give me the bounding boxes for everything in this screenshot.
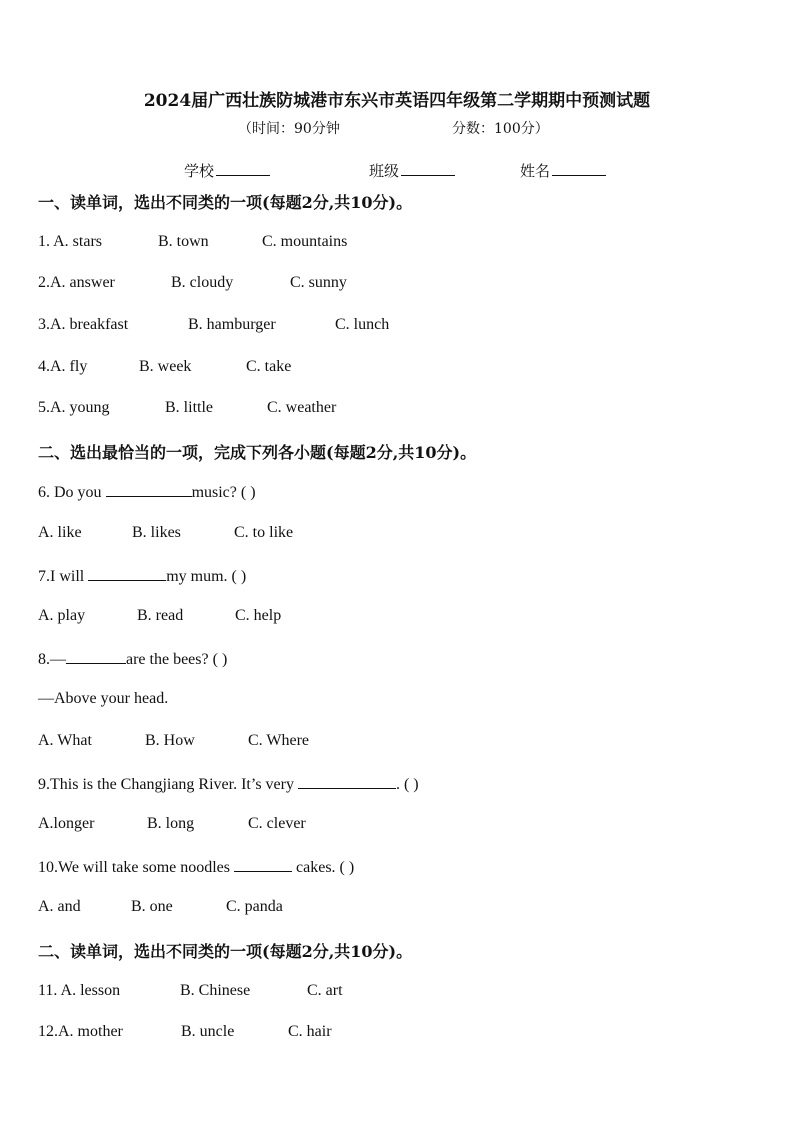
q4-option-c[interactable]: C. take <box>246 358 292 375</box>
q5-option-b[interactable]: B. little <box>165 399 213 416</box>
q2-option-a[interactable]: 2.A. answer <box>38 274 115 291</box>
q1-option-b[interactable]: B. town <box>158 233 209 250</box>
q4-option-b[interactable]: B. week <box>139 358 192 375</box>
name-field[interactable] <box>520 160 606 181</box>
q7-option-b[interactable]: B. read <box>137 607 184 624</box>
q9-option-a[interactable]: A.longer <box>38 815 95 832</box>
q10-answer-blank[interactable] <box>234 857 292 872</box>
q11-option-c[interactable]: C. art <box>307 982 343 999</box>
question-8 <box>38 649 227 669</box>
class-label: 班级 <box>369 162 400 180</box>
name-label: 姓名 <box>520 162 551 180</box>
q7-stem-start: 7.I will <box>38 568 89 585</box>
question-9 <box>38 774 419 794</box>
question-9-options <box>38 815 306 833</box>
q6-option-b[interactable]: B. likes <box>132 524 181 541</box>
question-10 <box>38 857 354 877</box>
q6-option-c[interactable]: C. to like <box>234 524 294 541</box>
q7-stem-end: my mum. ( ) <box>166 568 247 585</box>
q9-stem-start: 9.This is the Changjiang River. It’s very <box>38 776 298 793</box>
q6-stem-start: 6. Do you <box>38 484 106 501</box>
q9-stem-end: . ( ) <box>395 776 419 793</box>
q3-option-c[interactable]: C. lunch <box>335 316 390 333</box>
question-7-options <box>38 607 282 625</box>
q4-option-a[interactable]: 4.A. fly <box>38 358 88 375</box>
q6-stem-end: music? ( ) <box>191 484 256 501</box>
exam-score: 分数：100分） <box>452 121 549 137</box>
q12-option-a[interactable]: 12.A. mother <box>38 1023 123 1040</box>
q6-answer-blank[interactable] <box>106 482 192 497</box>
school-blank[interactable] <box>216 161 270 176</box>
q7-answer-blank[interactable] <box>88 566 166 581</box>
name-blank[interactable] <box>552 161 606 176</box>
question-1 <box>38 233 348 251</box>
q8-stem-end: are the bees? ( ) <box>126 651 228 668</box>
q10-stem-start: 10.We will take some noodles <box>38 859 235 876</box>
q7-option-a[interactable]: A. play <box>38 607 86 624</box>
q8-answer-blank[interactable] <box>66 649 126 664</box>
q10-option-b[interactable]: B. one <box>131 898 173 915</box>
q2-option-b[interactable]: B. cloudy <box>171 274 234 291</box>
question-4 <box>38 358 292 376</box>
section-2-heading: 二、选出最恰当的一项，完成下列各小题(每题2分,共10分)。 <box>38 443 477 462</box>
q9-option-c[interactable]: C. clever <box>248 815 306 832</box>
q9-answer-blank[interactable] <box>298 774 396 789</box>
question-5 <box>38 399 337 417</box>
question-12 <box>38 1023 332 1041</box>
q1-option-a[interactable]: 1. A. stars <box>38 233 102 250</box>
q10-option-a[interactable]: A. and <box>38 898 81 915</box>
question-11 <box>38 982 343 1000</box>
q10-stem-end: cakes. ( ) <box>292 859 355 876</box>
question-10-options <box>38 898 283 916</box>
q7-option-c[interactable]: C. help <box>235 607 282 624</box>
q6-option-a[interactable]: A. like <box>38 524 82 541</box>
section-3-heading: 二、读单词，选出不同类的一项(每题2分,共10分)。 <box>38 942 413 961</box>
q8-option-c[interactable]: C. Where <box>248 732 310 749</box>
q11-option-a[interactable]: 11. A. lesson <box>38 982 121 999</box>
question-8-options <box>38 732 310 750</box>
q8-stem-start: 8.— <box>38 651 66 668</box>
question-2 <box>38 274 347 292</box>
q3-option-a[interactable]: 3.A. breakfast <box>38 316 129 333</box>
q8-option-b[interactable]: B. How <box>145 732 195 749</box>
q9-option-b[interactable]: B. long <box>147 815 195 832</box>
exam-time: （时间：90分钟 <box>238 121 340 137</box>
question-3 <box>38 316 390 334</box>
question-8-answer: —Above your head. <box>38 690 169 707</box>
class-field[interactable] <box>369 160 455 181</box>
class-blank[interactable] <box>401 161 455 176</box>
section-1-heading: 一、读单词，选出不同类的一项(每题2分,共10分)。 <box>38 193 413 212</box>
q8-option-a[interactable]: A. What <box>38 732 92 749</box>
q12-option-b[interactable]: B. uncle <box>181 1023 235 1040</box>
q1-option-c[interactable]: C. mountains <box>262 233 348 250</box>
q5-option-c[interactable]: C. weather <box>267 399 337 416</box>
page-title: 2024届广西壮族防城港市东兴市英语四年级第二学期期中预测试题 <box>143 91 651 111</box>
question-7 <box>38 566 246 586</box>
q12-option-c[interactable]: C. hair <box>288 1023 332 1040</box>
q2-option-c[interactable]: C. sunny <box>290 274 347 291</box>
question-6 <box>38 482 256 502</box>
school-field[interactable] <box>184 160 270 181</box>
q11-option-b[interactable]: B. Chinese <box>180 982 251 999</box>
question-6-options <box>38 524 294 542</box>
q5-option-a[interactable]: 5.A. young <box>38 399 110 416</box>
school-label: 学校 <box>184 162 215 180</box>
q10-option-c[interactable]: C. panda <box>226 898 283 915</box>
q3-option-b[interactable]: B. hamburger <box>188 316 276 333</box>
